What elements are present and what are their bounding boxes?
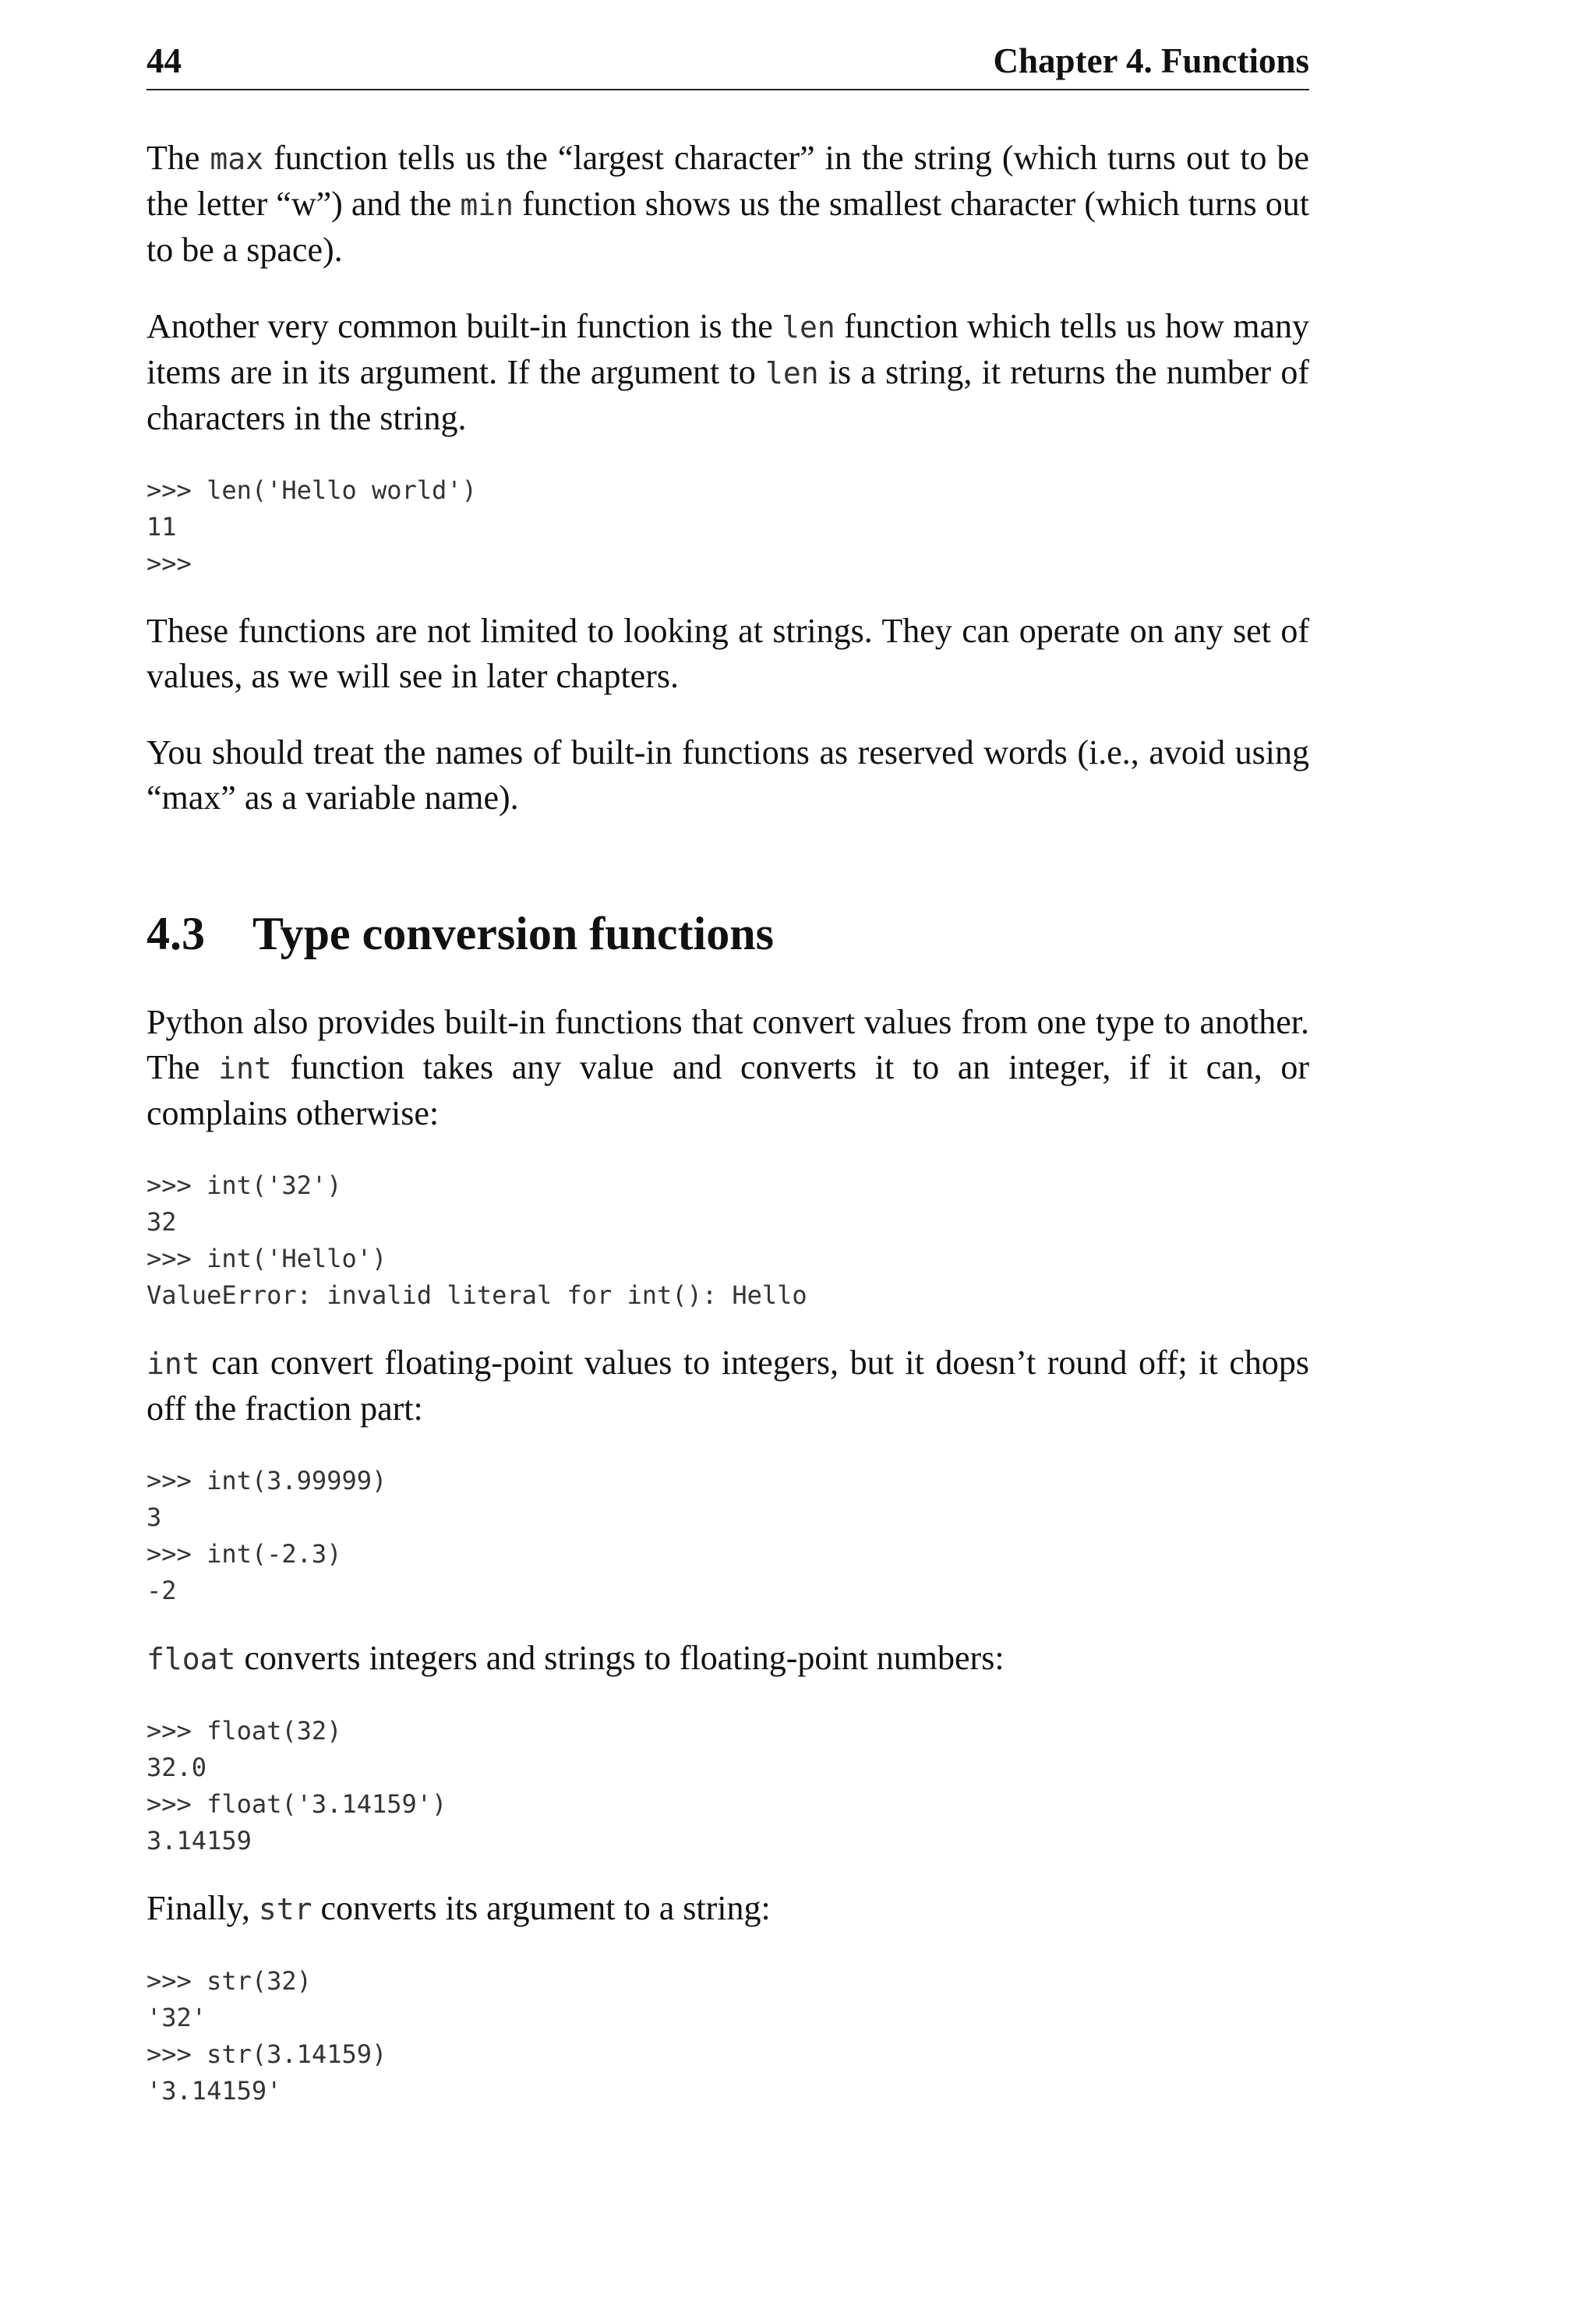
inline-code: int xyxy=(147,1347,200,1381)
text-run: Finally, xyxy=(147,1889,259,1927)
text-run: is a string, it returns the number of characters in the string. xyxy=(147,353,1309,437)
text-run: can convert floating-point values to integers, but it doesn’t round off; it chops off the fraction part: xyxy=(147,1343,1309,1428)
section-title: Type conversion functions xyxy=(252,908,774,959)
section-number: 4.3 xyxy=(147,908,205,959)
inline-code: str xyxy=(258,1892,312,1926)
text-run: Another very common built-in function is the xyxy=(147,307,782,345)
inline-code: min xyxy=(460,188,514,222)
inline-code: float xyxy=(147,1642,236,1676)
inline-code: len xyxy=(764,356,819,390)
text-run: converts its argument to a string: xyxy=(312,1889,771,1927)
inline-code: max xyxy=(210,142,264,176)
page-number: 44 xyxy=(147,41,182,80)
chapter-title: Chapter 4. Functions xyxy=(993,41,1309,80)
paragraph-str xyxy=(147,1886,1309,1932)
text-run: function takes any value and converts it to an integer, if it can, or complains otherwise: xyxy=(147,1048,1310,1132)
paragraph-not-limited: These functions are not limited to looking at strings. They can operate on any set of values, as we will see in later chapters. xyxy=(147,612,1309,695)
code-block-int-float: >>> int(3.99999) 3 >>> int(-2.3) -2 xyxy=(147,1466,387,1605)
paragraph-max-min xyxy=(147,136,1309,273)
code-block-float: >>> float(32) 32.0 >>> float('3.14159') 3.14159 xyxy=(147,1716,447,1855)
text-run: function which tells us how many items are in its argument. If the argument to xyxy=(147,307,1310,391)
paragraph-float xyxy=(147,1636,1309,1682)
paragraph-type-conversion xyxy=(147,1000,1309,1136)
paragraph-len xyxy=(147,304,1309,441)
page-content xyxy=(147,136,1309,2110)
inline-code: len xyxy=(782,310,835,344)
section-heading xyxy=(147,906,1309,961)
code-block-str: >>> str(32) '32' >>> str(3.14159) '3.14159' xyxy=(147,1966,387,2106)
text-run: Python also provides built-in functions that convert values from one type to another. The xyxy=(147,1003,1309,1086)
text-run: function shows us the smallest character (which turns out to be a space). xyxy=(147,185,1309,269)
paragraph-reserved-words: You should treat the names of built-in functions as reserved words (i.e., avoid using “max” as a variable name). xyxy=(147,733,1309,817)
paragraph-int-float xyxy=(147,1340,1309,1432)
code-block-int: >>> int('32') 32 >>> int('Hello') ValueError: invalid literal for int(): Hello xyxy=(147,1170,807,1310)
code-block-len: >>> len('Hello world') 11 >>> xyxy=(147,475,477,578)
inline-code: int xyxy=(218,1051,272,1086)
page-header xyxy=(147,41,1309,90)
text-run: converts integers and strings to floating-point numbers: xyxy=(235,1639,1005,1677)
text-run: The xyxy=(147,139,210,177)
text-run: function tells us the “largest character” in the string (which turns out to be the letter “w”) and the xyxy=(147,139,1310,223)
